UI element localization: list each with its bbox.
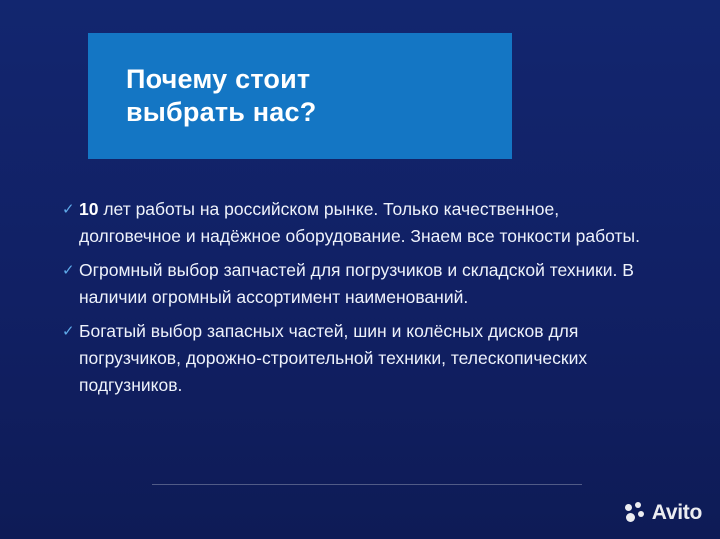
avito-watermark — [625, 501, 702, 525]
slide-title-line-1: Почему стоит — [126, 64, 311, 94]
bullet-lead: 10 — [79, 199, 99, 219]
title-banner — [88, 33, 512, 159]
avito-wordmark: Avito — [651, 501, 702, 524]
bullet-list — [62, 196, 662, 406]
list-item — [62, 318, 662, 399]
bullet-text — [79, 196, 657, 250]
bullet-body: Огромный выбор запчастей для погрузчиков и складской техники. В наличии огромный ассортимент наименований. — [79, 260, 634, 307]
bullet-body: Богатый выбор запасных частей, шин и колёсных дисков для погрузчиков, дорожно-строительной техники, телескопических подгузников. — [79, 321, 588, 395]
slide-title-line-2: выбрать нас? — [126, 97, 317, 127]
check-icon: ✓ — [62, 323, 75, 340]
bullet-text — [79, 318, 657, 399]
bullet-body: лет работы на российском рынке. Только качественное, долговечное и надёжное оборудование. Знаем все тонкости работы. — [79, 199, 640, 246]
divider — [152, 484, 582, 485]
list-item — [62, 257, 662, 311]
list-item — [62, 196, 662, 250]
bullet-text — [79, 257, 657, 311]
check-icon: ✓ — [62, 262, 75, 279]
check-icon: ✓ — [62, 201, 75, 218]
avito-dots-icon — [625, 502, 647, 524]
